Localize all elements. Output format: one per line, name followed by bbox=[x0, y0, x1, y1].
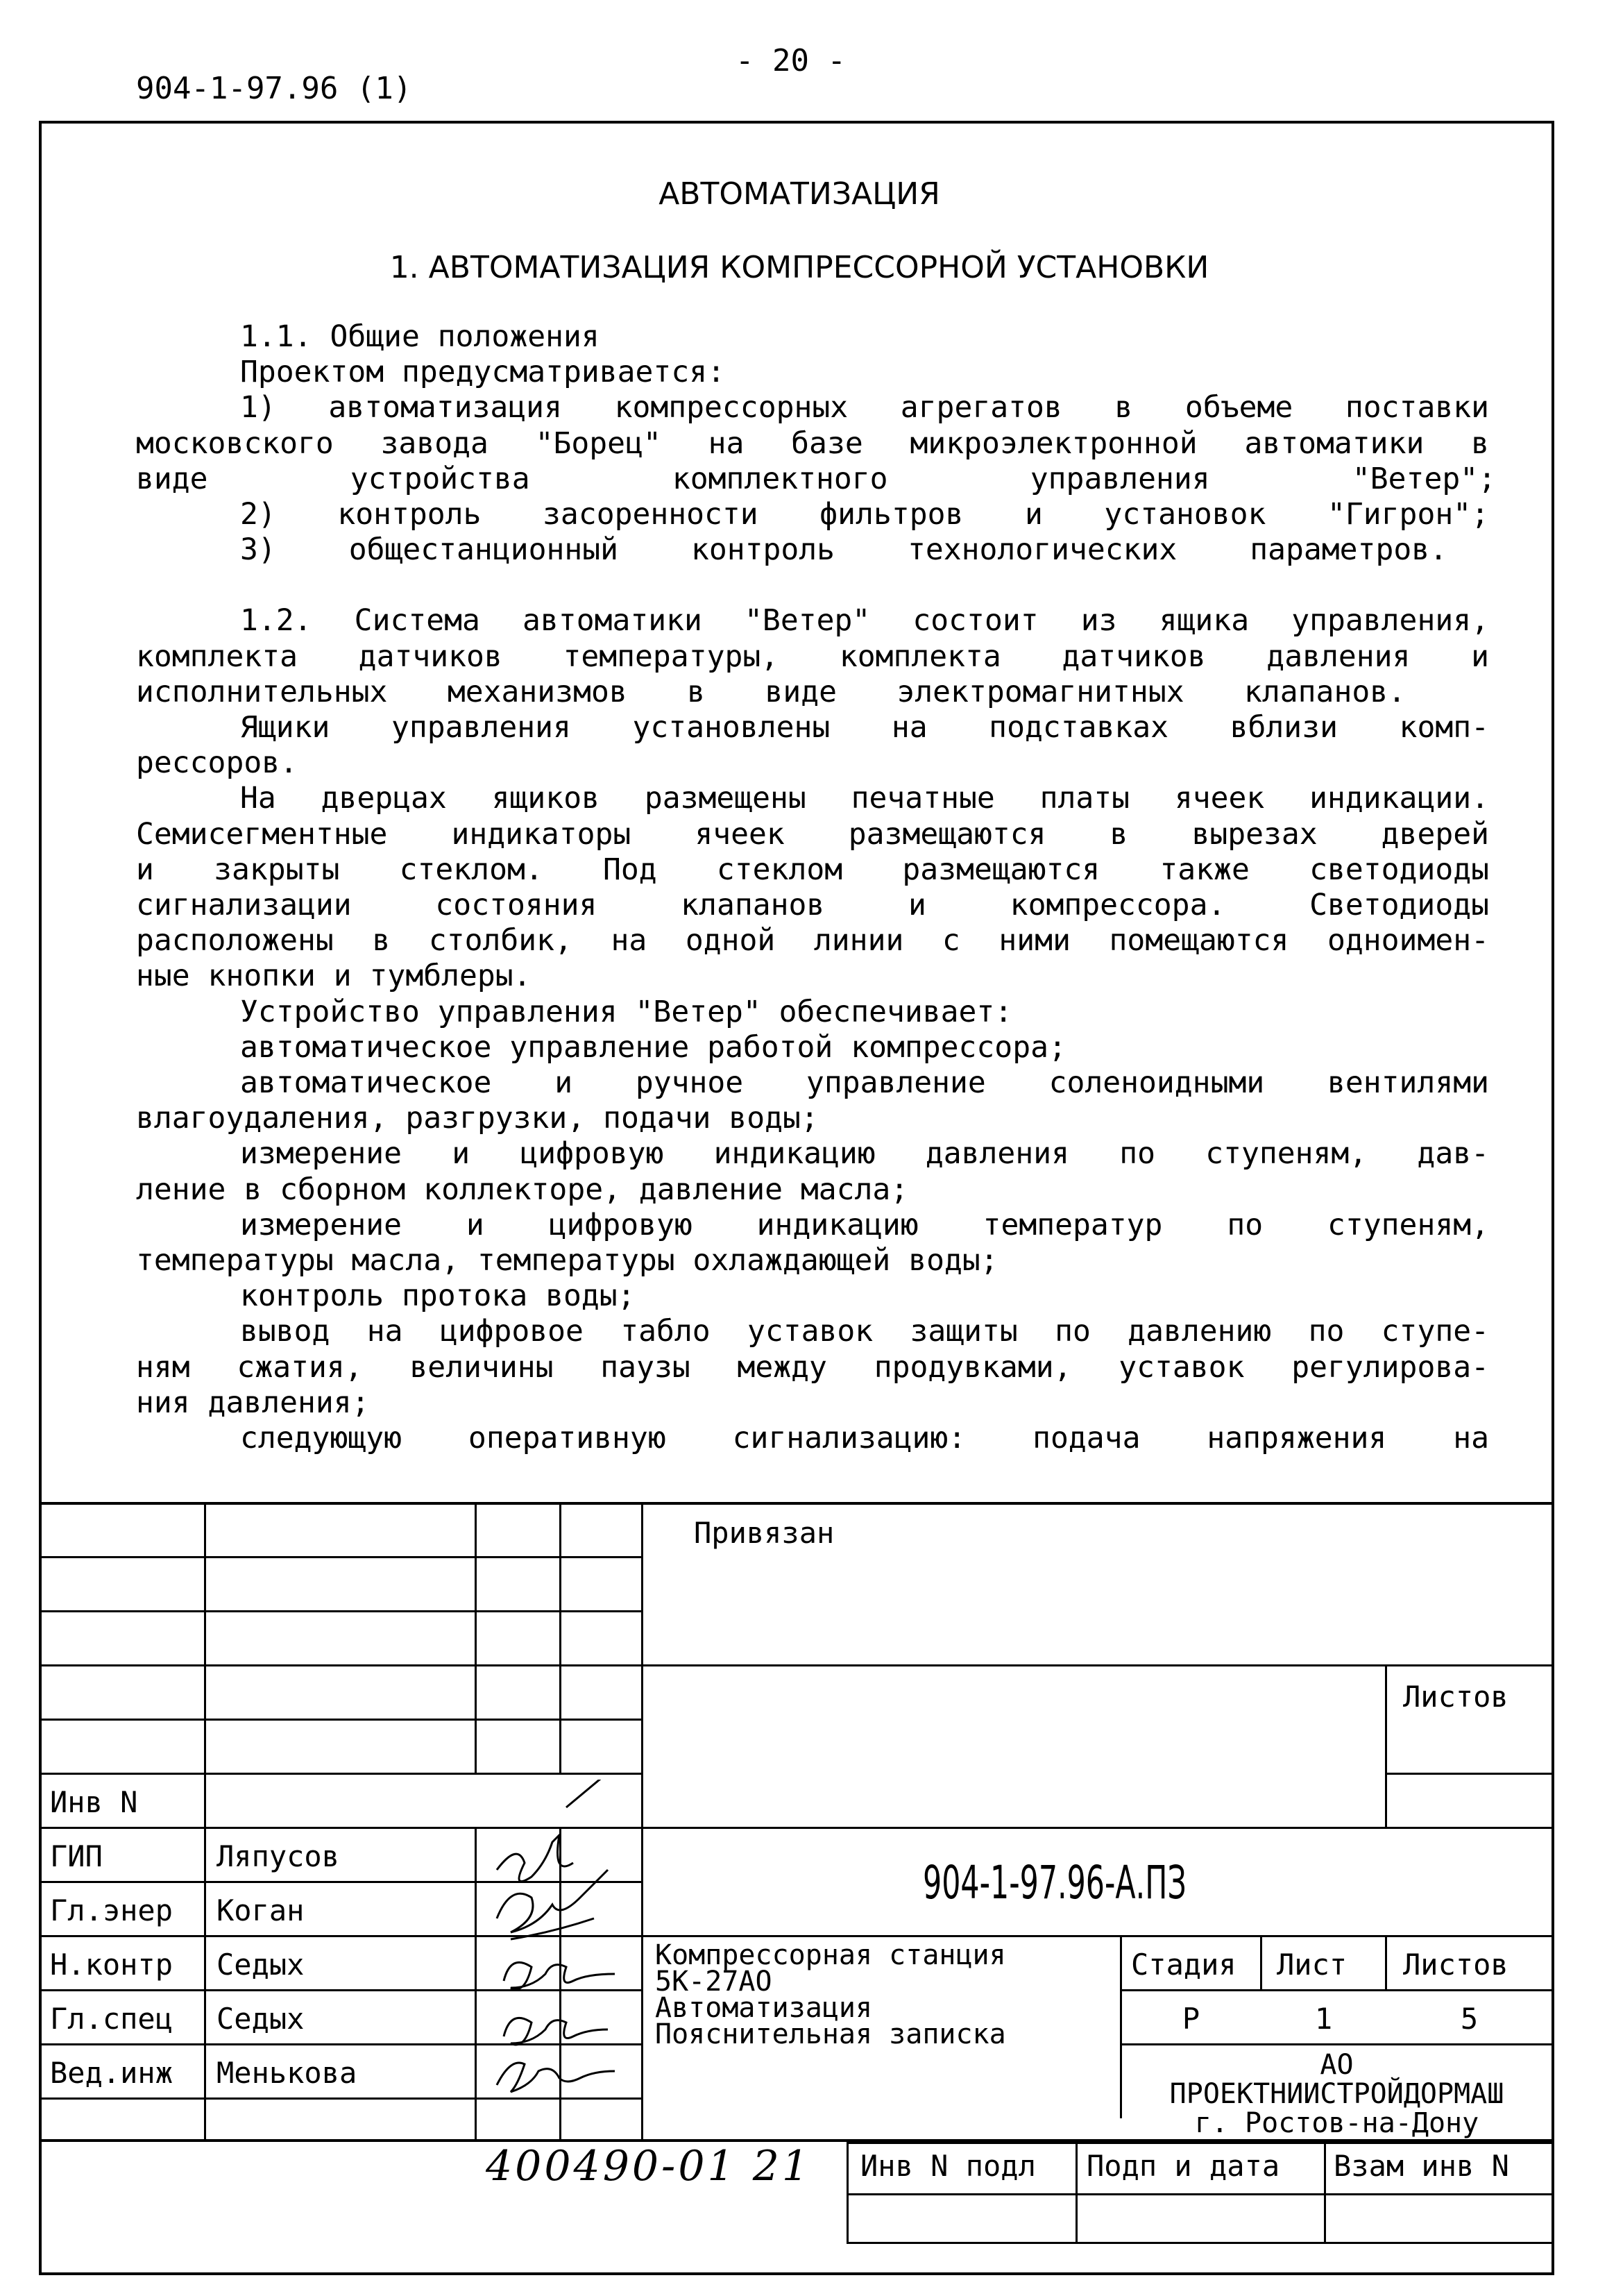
description-line: Пояснительная записка bbox=[655, 2018, 1006, 2050]
text-line: автоматическое управление работой компрессора; bbox=[240, 1029, 1066, 1065]
sheets-total-label: Листов bbox=[1403, 1948, 1508, 1982]
role-label: ГИП bbox=[50, 1839, 103, 1873]
inv-orig-label: Инв N подл bbox=[860, 2149, 1036, 2183]
text-line: и закрыты стеклом. Под стеклом размещаются также светодиоды bbox=[136, 852, 1489, 887]
person-name: Коган bbox=[216, 1893, 305, 1927]
section-title: 1. АВТОМАТИЗАЦИЯ КОМПРЕССОРНОЙ УСТАНОВКИ bbox=[389, 250, 1209, 285]
person-name: Менькова bbox=[216, 2056, 357, 2090]
text-line: измерение и цифровую индикацию температур по ступеням, bbox=[240, 1207, 1489, 1242]
person-name: Седых bbox=[216, 2002, 305, 2036]
inv-no-label: Инв N bbox=[50, 1785, 138, 1819]
text-line: влагоудаления, разгрузки, подачи воды; bbox=[136, 1101, 819, 1136]
text-line: контроль протока воды; bbox=[240, 1278, 636, 1314]
description bbox=[655, 1939, 1006, 2050]
signatures-graphic bbox=[483, 1780, 649, 2141]
text-line: 1.2. Система автоматики "Ветер" состоит из ящика управления, bbox=[240, 603, 1489, 639]
text-line: расположены в столбик, на одной линии с ними помещаются одноимен- bbox=[136, 923, 1489, 959]
text-line: измерение и цифровую индикацию давления по ступеням, дав- bbox=[240, 1136, 1489, 1172]
text-line: рессоров. bbox=[136, 745, 298, 781]
description-line: Компрессорная станция bbox=[655, 1939, 1006, 1971]
role-label: Н.контр bbox=[50, 1948, 173, 1982]
text-line: Устройство управления "Ветер" обеспечивает: bbox=[240, 994, 1013, 1029]
stage-label: Стадия bbox=[1131, 1948, 1236, 1982]
description-line: Автоматизация bbox=[655, 1992, 873, 2024]
handwritten-number: 400490-01 21 bbox=[486, 2142, 812, 2191]
text-line: ния давления; bbox=[136, 1385, 370, 1420]
sheets-total-value: 5 bbox=[1460, 2002, 1479, 2036]
text-line: вывод на цифровое табло уставок защиты по давлению по ступе- bbox=[240, 1314, 1489, 1349]
sign-date-label: Подп и дата bbox=[1087, 2149, 1280, 2183]
title-block bbox=[39, 1502, 1554, 2142]
text-line: 3) общестанционный контроль технологических параметров. bbox=[240, 532, 1447, 568]
stage-value: Р bbox=[1182, 2002, 1200, 2036]
person-name: Седых bbox=[216, 1948, 305, 1982]
text-line: исполнительных механизмов в виде электромагнитных клапанов. bbox=[136, 674, 1406, 709]
sheet-value: 1 bbox=[1314, 2002, 1333, 2036]
description-line: 5К-27АО bbox=[655, 1966, 772, 1998]
text-line: 1) автоматизация компрессорных агрегатов в объеме поставки bbox=[240, 390, 1489, 425]
role-label: Гл.энер bbox=[50, 1893, 173, 1927]
document-designation: 904-1-97.96-А.ПЗ bbox=[923, 1856, 1187, 1909]
page-number: - 20 - bbox=[736, 43, 846, 78]
organization-line: ПРОЕКТНИИСТРОЙДОРМАШ bbox=[1169, 2078, 1504, 2110]
person-name: Ляпусов bbox=[216, 1839, 340, 1873]
role-label: Вед.инж bbox=[50, 2056, 173, 2090]
text-line: Проектом предусматривается: bbox=[240, 355, 725, 390]
document-title: АВТОМАТИЗАЦИЯ bbox=[658, 176, 940, 212]
organization-line: г. Ростов-на-Дону bbox=[1194, 2107, 1479, 2139]
text-line: 1.1. Общие положения bbox=[240, 319, 600, 354]
text-line: Семисегментные индикаторы ячеек размещаются в вырезах дверей bbox=[136, 816, 1489, 852]
text-line: виде устройства комплектного управления "Ветер"; bbox=[136, 461, 1496, 496]
text-line: ням сжатия, величины паузы между продувками, уставок регулирова- bbox=[136, 1349, 1489, 1385]
bound-label: Привязан bbox=[694, 1516, 835, 1550]
text-line: автоматическое и ручное управление соленоидными вентилями bbox=[240, 1065, 1489, 1101]
sheet-label: Лист bbox=[1277, 1948, 1348, 1982]
text-line: московского завода "Борец" на базе микроэлектронной автоматики в bbox=[136, 425, 1489, 461]
text-line: ные кнопки и тумблеры. bbox=[136, 959, 532, 994]
text-line: ление в сборном коллекторе, давление масла; bbox=[136, 1172, 909, 1207]
text-line: сигнализации состояния клапанов и компрессора. Светодиоды bbox=[136, 888, 1489, 923]
organization-line: АО bbox=[1320, 2049, 1354, 2081]
text-line: следующую оперативную сигнализацию: подача напряжения на bbox=[240, 1421, 1489, 1456]
text-line: На дверцах ящиков размещены печатные платы ячеек индикации. bbox=[240, 781, 1489, 816]
text-line: температуры масла, температуры охлаждающей воды; bbox=[136, 1243, 998, 1278]
role-label: Гл.спец bbox=[50, 2002, 173, 2036]
body-text bbox=[136, 319, 1496, 1456]
organization bbox=[1122, 2050, 1552, 2138]
document-code: 904-1-97.96 (1) bbox=[136, 71, 412, 106]
sheets-label: Листов bbox=[1403, 1680, 1508, 1714]
replace-inv-label: Взам инв N bbox=[1334, 2149, 1509, 2183]
text-line: комплекта датчиков температуры, комплекта датчиков давления и bbox=[136, 639, 1489, 674]
text-line: 2) контроль засоренности фильтров и установок "Гигрон"; bbox=[240, 497, 1489, 532]
text-line: Ящики управления установлены на подставках вблизи комп- bbox=[240, 710, 1489, 745]
